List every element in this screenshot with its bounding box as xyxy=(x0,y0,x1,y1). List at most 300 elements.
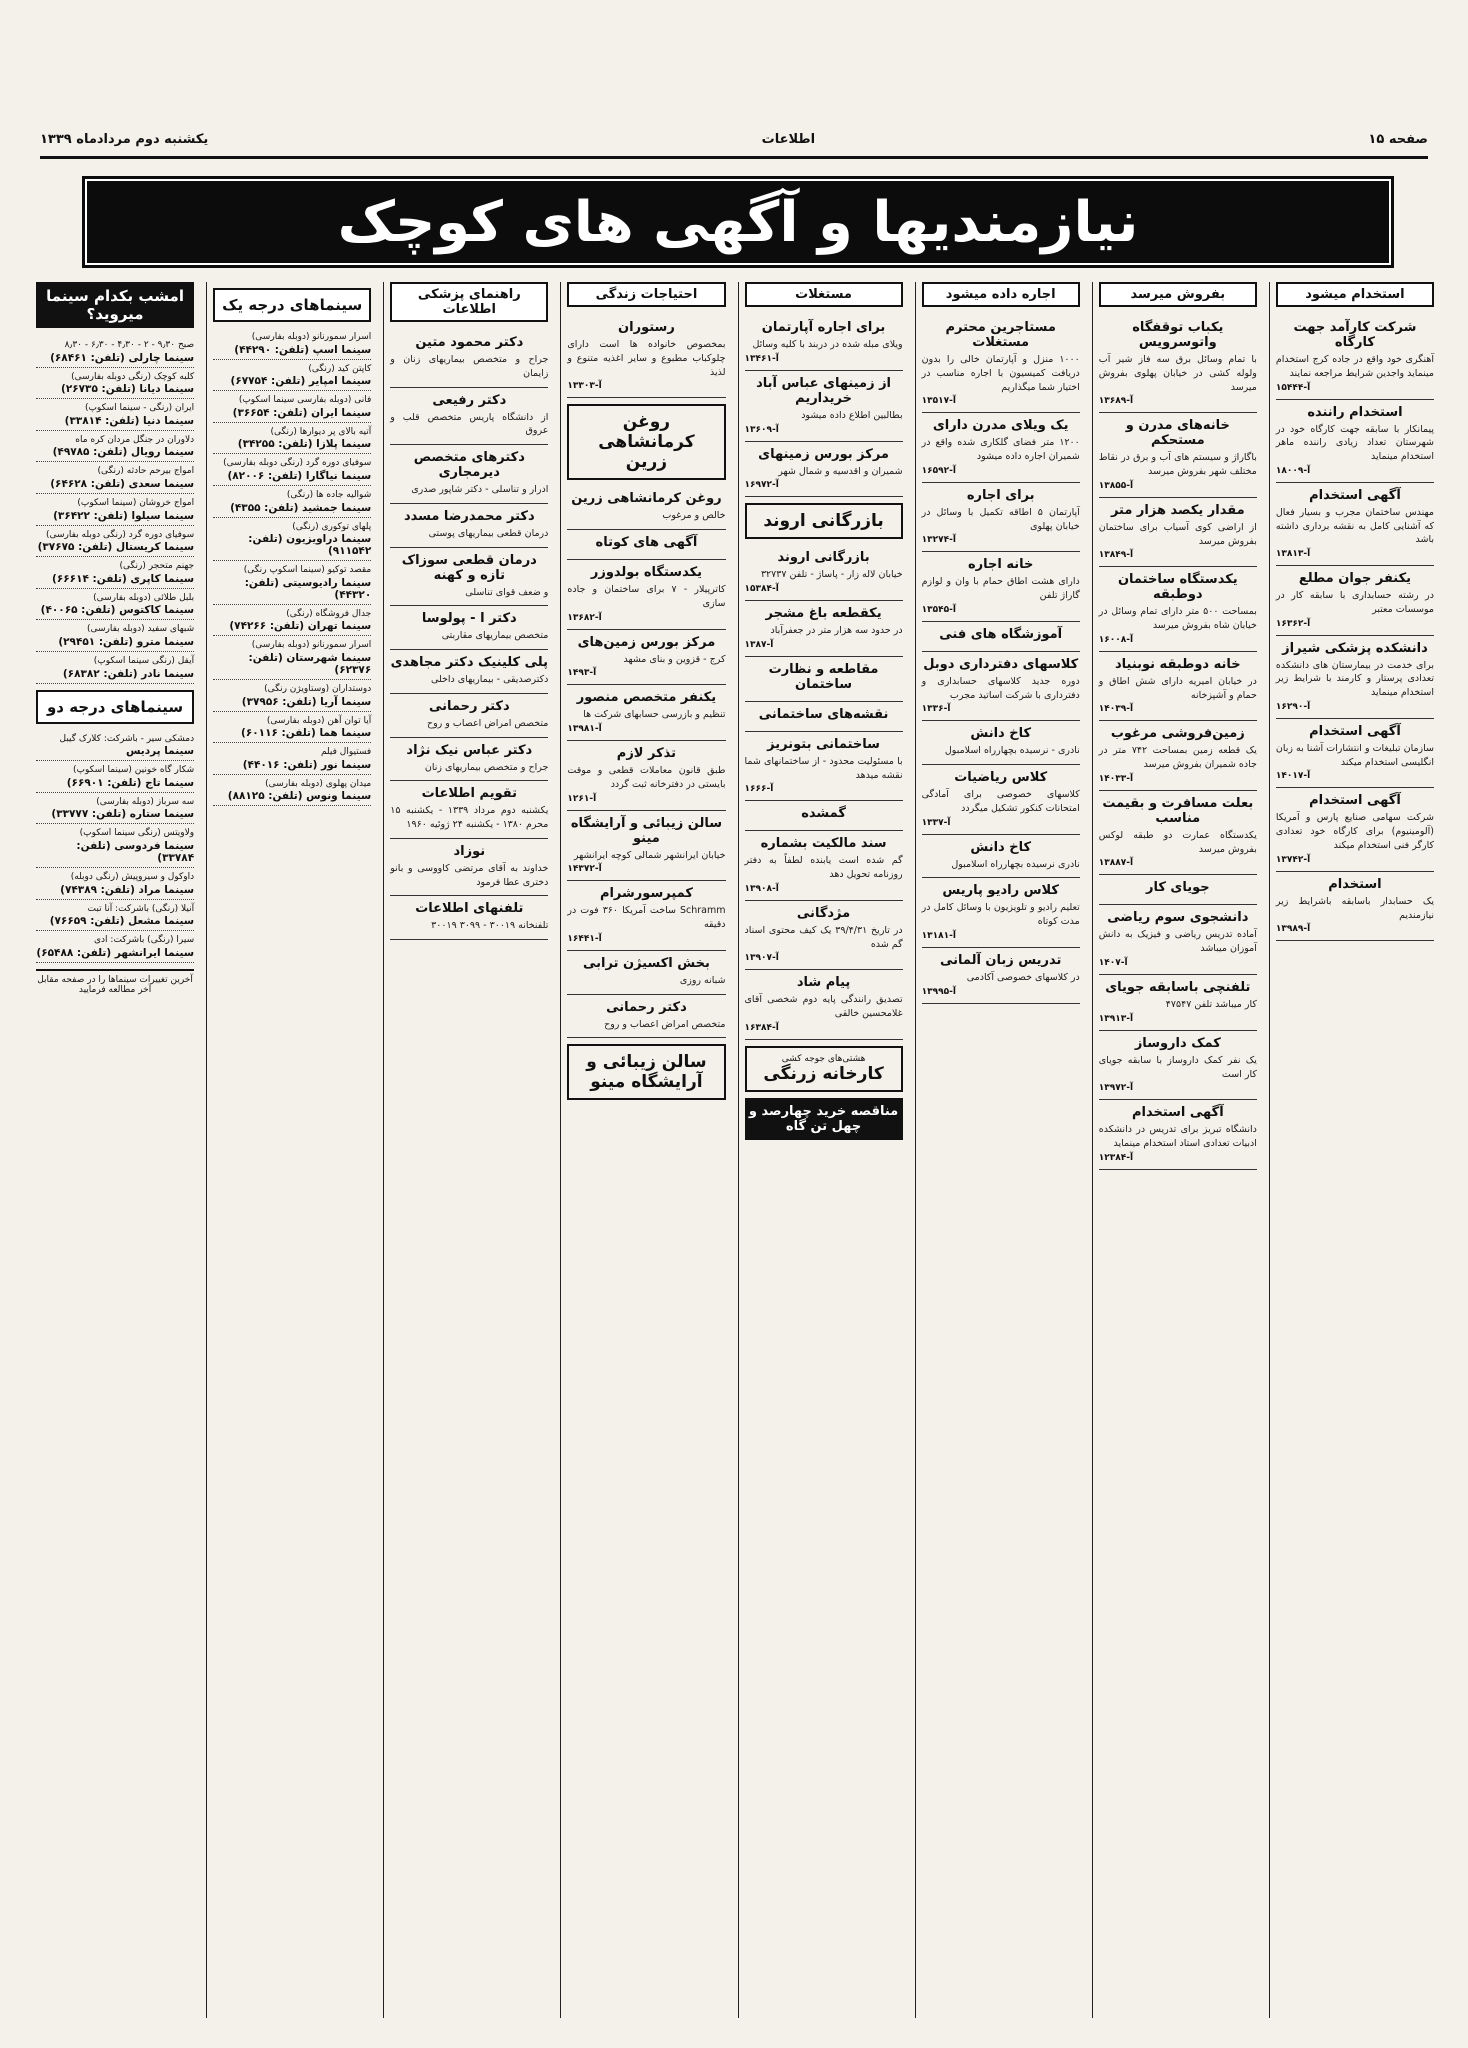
ad-code: آ-۱۳۵۱۷ xyxy=(921,396,956,407)
ad-body: یک نفر کمک داروساز با سابقه جویای کار است xyxy=(1098,1054,1257,1080)
cinema-info: دوستداران (وستاویژن رنگی) xyxy=(264,683,372,694)
cinema-entry xyxy=(36,462,194,494)
ad-body: جراح و متخصص بیماریهای زنان و زایمان xyxy=(390,354,549,379)
ad-code: آ-۱۶۳۶۲ xyxy=(1275,618,1311,629)
cinema-info: فانی (دوبله بفارسی سینما اسکوپ) xyxy=(238,395,372,406)
cinema-name: سینما کریستال (تلفن: ۳۷۶۷۵) xyxy=(37,541,195,554)
classified-column xyxy=(1092,282,1263,2018)
ad-title: نوزاد xyxy=(453,843,486,859)
cinema-name: سینما ایران (تلفن: ۳۶۶۵۴) xyxy=(232,406,372,419)
ad-body: درمان قطعی بیماریهای پوستی xyxy=(428,527,549,539)
ad-title: کمپرسورشرام xyxy=(599,886,693,902)
cinema-info: بلبل طلائی (دوبله بفارسی) xyxy=(93,592,195,603)
ad-title: مقدار یکصد هزار متر xyxy=(1110,502,1245,518)
ad-title: ساختمانی بتونریز xyxy=(767,736,880,752)
classified-ad xyxy=(390,896,548,940)
ad-code: آ-۱۴۹۳ xyxy=(567,668,597,679)
ad-title: دکتر ا - پولوسا xyxy=(421,611,517,627)
ad-code: آ-۱۲۶۱ xyxy=(567,793,597,804)
cinema-name: سینما آریا (تلفن: ۳۷۹۵۶) xyxy=(241,695,372,708)
ad-title: کمک داروساز xyxy=(1134,1035,1221,1051)
ad-title: آگهی استخدام xyxy=(1131,1105,1224,1121)
ad-code: آ-۱۴۰۱۷ xyxy=(1275,771,1311,782)
ad-title: آگهی استخدام xyxy=(1309,793,1401,809)
classified-ad xyxy=(745,315,903,371)
classified-ad xyxy=(745,601,903,657)
classified-ad xyxy=(567,995,725,1039)
cinema-name: سینما تاج (تلفن: ۶۶۹۰۱) xyxy=(66,776,195,789)
ad-body: خالص و مرغوب xyxy=(662,510,726,522)
classified-ad xyxy=(390,445,548,504)
ad-title: از زمینهای عباس آباد خریداریم xyxy=(756,375,892,406)
cinema-name: سینما فردوسی (تلفن: ۳۳۷۸۴) xyxy=(76,839,195,864)
ad-body: ویلای مبله شده در دربند با کلیه وسائل xyxy=(752,339,903,350)
classified-ad xyxy=(1276,315,1434,400)
ad-body: بمساحت ۵۰۰ متر دارای تمام وسائل در خیابان شاه بفروش میرسد xyxy=(1098,606,1257,632)
ad-title: بخش اکسیژن ترابی xyxy=(583,955,710,971)
ad-title: بعلت مسافرت و بقیمت مناسب xyxy=(1102,795,1254,826)
cinema-name: سینما دنیا (تلفن: ۳۳۸۱۴) xyxy=(64,414,195,427)
ad-body: یک حسابدار باسابقه باشرایط زیر نیازمندیم xyxy=(1275,895,1434,921)
cinema-entry xyxy=(36,931,194,963)
ad-body: آهنگری خود واقع در جاده کرج استخدام مینماید واجدین شرایط مراجعه نمایند xyxy=(1275,354,1434,379)
ad-body: ادرار و تناسلی - دکتر شاپور صدری xyxy=(411,484,549,496)
ad-title: تلفنهای اطلاعات xyxy=(415,901,524,917)
ad-body: پیمانکار با سابقه جهت کارگاه خود در شهرستان تعداد زیادی راننده ماهر استخدام مینماید xyxy=(1275,423,1434,463)
ad-body: متخصص امراض اعصاب و روح xyxy=(604,1018,726,1030)
ad-body: با تمام وسائل برق سه فاز شیر آب ولوله کشی در خیابان پهلوی بفروش میرسد xyxy=(1098,354,1257,393)
page-number: صفحه ۱۵ xyxy=(1368,131,1428,147)
cinema-info: آیفل (رنگی سینما اسکوپ) xyxy=(93,655,195,666)
ad-code: آ-۱۳۹۷۲ xyxy=(1098,1083,1134,1094)
cinema-info: سوفیای دوره گرد (رنگی دوبله بفارسی) xyxy=(223,458,372,469)
ad-body: یکدستگاه عمارت دو طبقه لوکس بفروش میرسد xyxy=(1098,829,1257,855)
classified-ad xyxy=(1099,567,1257,652)
cinema-entry xyxy=(213,743,371,775)
ad-title: آگهی استخدام xyxy=(1309,487,1401,503)
cinema-entry xyxy=(36,761,194,793)
cinema-entry xyxy=(36,620,194,652)
classified-column xyxy=(383,282,554,2018)
ad-body: کرج - قزوین و بنای مشهد xyxy=(623,653,726,665)
cinema-name: سینما جمشید (تلفن: ۴۳۵۵) xyxy=(230,501,372,514)
cinema-info: کاپتن کید (رنگی) xyxy=(308,363,372,374)
cinema-name: سینما ستاره (تلفن: ۳۳۷۷۷) xyxy=(51,808,195,821)
ad-code: آ-۱۴۰۷ xyxy=(1098,958,1128,969)
cinema-info: شبهای سفید (دوبله بفارسی) xyxy=(86,624,195,635)
cinema-name: سینما کاکتوس (تلفن: ۴۰۰۶۵) xyxy=(40,604,195,617)
ad-code: آ-۱۶۶۶ xyxy=(744,784,774,795)
cinema-info: پلهای توکوری (رنگی) xyxy=(292,521,372,532)
cinema-info: دمشکی سیر - باشرکت: کلارک گیبل xyxy=(59,733,195,744)
classified-ad xyxy=(390,606,548,650)
ad-title: جویای کار xyxy=(1145,880,1210,896)
cinema-entry xyxy=(213,391,371,423)
cinema-entry xyxy=(36,557,194,589)
ad-title: کاخ دانش xyxy=(970,839,1032,855)
incubator-title: کارخانه زرنگی xyxy=(763,1063,884,1084)
classified-ad xyxy=(1276,483,1434,566)
cinema-heading: امشب بکدام سینما میروید؟ xyxy=(36,282,194,328)
cinema-name: سینما مترو (تلفن: ۲۹۴۵۱) xyxy=(58,635,195,648)
column-heading: بفروش میرسد xyxy=(1099,282,1257,307)
ad-body: شمیران و اقدسیه و شمال شهر xyxy=(778,465,903,477)
ad-code: آ-۱۳۶۸۹ xyxy=(1098,396,1134,407)
cinema-name: سینما ونوس (تلفن: ۸۸۱۲۵) xyxy=(227,790,372,803)
cinema-name: سینما چارلی (تلفن: ۶۸۴۶۱) xyxy=(50,351,195,364)
cinema-info: اسرار سمورنانو (دوبله بفارسی) xyxy=(251,332,372,342)
cinema-name: سینما مراد (تلفن: ۷۴۳۸۹) xyxy=(60,883,195,896)
cinema-name: سینما پردیس xyxy=(125,745,195,758)
classified-ad xyxy=(745,657,903,702)
ad-code: آ-۱۴۰۳۹ xyxy=(1098,704,1134,715)
cinema-info: سیرا (رنگی) باشرکت: ادی xyxy=(94,935,195,946)
ad-body: تنظیم و بازرسی حسابهای شرکت ها xyxy=(583,709,726,721)
cinema-info: کلبه کوچک (رنگی دوبله بفارسی) xyxy=(71,371,195,382)
classified-ad xyxy=(745,442,903,498)
cinema-name: سینما سیلوا (تلفن: ۳۶۴۲۲) xyxy=(53,509,195,522)
ad-body: در حدود سه هزار متر در جعفرآباد xyxy=(770,625,903,637)
ad-title: یک ویلای مدرن دارای xyxy=(932,418,1069,434)
cinema-info: آیا توان آهن (دوبله بفارسی) xyxy=(266,715,372,726)
classified-ad xyxy=(390,781,548,839)
cinema-name: سینما نیاگارا (تلفن: ۸۲۰۰۶) xyxy=(227,469,372,482)
ad-title: آگهی استخدام xyxy=(1309,723,1401,739)
classified-ad xyxy=(922,835,1080,879)
classified-ad xyxy=(1276,636,1434,719)
ad-code: آ-۱۶۰۰۸ xyxy=(1098,634,1134,645)
cinema-name: سینما هما (تلفن: ۶۰۱۱۶) xyxy=(241,727,372,740)
classified-ad xyxy=(567,560,725,630)
cinema-name: سینما نادر (تلفن: ۶۸۳۸۲) xyxy=(62,667,195,680)
incubator-sub: هشتی‌های جوجه کشی xyxy=(781,1053,866,1064)
cinema-name: سینما نور (تلفن: ۴۴۰۱۶) xyxy=(242,758,372,771)
cinema-info: داوکول و سیروپیش (رنگی دوبله) xyxy=(70,871,195,882)
ad-title: دکتر محمود متین xyxy=(415,335,524,350)
cinema-entry xyxy=(36,431,194,463)
classified-ad xyxy=(922,552,1080,622)
ad-code: آ-۱۴۰۳۳ xyxy=(1098,773,1134,784)
cinema-name: سینما امپایر (تلفن: ۶۷۷۵۴) xyxy=(230,375,372,388)
cinema-entry xyxy=(36,399,194,431)
ad-code: آ-۱۳۹۹۵ xyxy=(921,986,956,997)
cinema-column-second xyxy=(206,282,377,2018)
ad-title: روغن کرمانشاهی زرین xyxy=(571,491,722,507)
ad-title: رستوران xyxy=(618,320,675,335)
cinema-entry xyxy=(213,636,371,680)
cinema-name: سینما تهران (تلفن: ۷۴۲۶۶) xyxy=(229,620,372,633)
cinema-column xyxy=(30,282,200,2018)
ad-body: از دانشگاه پاریس متخصص قلب و عروق xyxy=(390,411,549,437)
ad-title: خانه دوطبقه نوبنیاد xyxy=(1114,656,1241,672)
ad-title: تدریس زبان آلمانی xyxy=(939,953,1062,969)
cinema-entry xyxy=(213,605,371,637)
classified-ad xyxy=(922,622,1080,652)
page-top-line xyxy=(40,128,1428,150)
masthead xyxy=(82,176,1394,268)
ad-body: تصدیق رانندگی پایه دوم شخصی آقای غلامحسین خالقی xyxy=(744,994,903,1020)
cinema-entry xyxy=(36,526,194,558)
ad-body: مهندس ساختمان مجرب و بسیار فعال که آشنایی کامل به نقشه برداری داشته باشد xyxy=(1275,506,1434,546)
ad-code: آ-۱۶۳۸۴ xyxy=(744,1022,779,1033)
cinema-info: فستیوال فیلم xyxy=(320,747,372,758)
classified-ad xyxy=(390,738,548,782)
ad-title: دکتر رحمانی xyxy=(428,698,510,714)
ad-code: آ-۱۳۴۶۱ xyxy=(744,353,779,364)
classified-ad xyxy=(1276,788,1434,871)
ad-body: بطالبین اطلاع داده میشود xyxy=(801,409,903,421)
ad-title: کلاس ریاضیات xyxy=(954,770,1048,786)
ad-title: پیام شاد xyxy=(796,975,851,991)
classified-ad xyxy=(1099,791,1257,876)
ad-title: درمان قطعی سوزاک تازه و کهنه xyxy=(401,552,537,583)
ad-title: بازرگانی اروند xyxy=(777,550,870,566)
arvand-text: بازرگانی اروند xyxy=(763,511,884,532)
cinema-entry xyxy=(36,368,194,400)
cinema-info: آنیلا (رنگی) باشرکت: آنا تبت xyxy=(87,903,195,914)
cinema-info: آتیه بالای پر دیوارها (رنگی) xyxy=(270,426,372,437)
classified-ad xyxy=(745,702,903,732)
ad-title: دانشجوی سوم ریاضی xyxy=(1107,910,1249,926)
ad-body: شرکت سهامی صنایع پارس و آمریکا (آلومینیوم) برای کارگاه خود تعدادی کارگر فنی استخدام میکند xyxy=(1275,812,1434,852)
classified-ad xyxy=(745,970,903,1040)
ad-code: آ-۱۳۱۸۱ xyxy=(921,931,956,942)
ad-body: در تاریخ ۳۹/۴/۳۱ یک کیف محتوی اسناد گم شده xyxy=(744,924,903,950)
classified-ad xyxy=(1099,975,1257,1031)
classified-ad xyxy=(567,530,725,560)
ad-code: آ-۱۵۳۸۴ xyxy=(744,584,779,595)
ad-title: تذکر لازم xyxy=(616,746,677,762)
classified-ad xyxy=(567,486,725,530)
classified-ad xyxy=(922,483,1080,553)
ad-title: یکنفر جوان مطلع xyxy=(1298,571,1412,587)
cinema-info: ولاویتس (رنگی سینما اسکوپ) xyxy=(79,828,195,839)
classified-ad xyxy=(567,951,725,995)
oil-ad-text: روغن کرمانشاهی زرین xyxy=(598,412,695,473)
cinema-info: صبح ۹٫۳۰ - ۲ - ۴٫۳۰ - ۶٫۳۰ - ۸٫۳۰ xyxy=(64,340,195,350)
cinema-name: سینما پلازا (تلفن: ۳۴۲۵۵) xyxy=(237,438,372,451)
ad-title: استخدام راننده xyxy=(1307,404,1403,420)
cinema-footer-note: آخرین تغییرات سینماها را در صفحه مقابل آخر مطالعه فرمایید xyxy=(36,969,194,995)
ad-title: آگهی های کوتاه xyxy=(595,535,698,551)
ad-title: مژدگانی xyxy=(796,905,851,921)
cinema-info: جهنم متحجر (رنگی) xyxy=(119,561,195,572)
cinema-entry xyxy=(36,652,194,684)
cinema-name: سینما ایرانشهر (تلفن: ۶۵۴۸۸) xyxy=(36,946,195,959)
ad-body: بمخصوص خانواده ها است دارای چلوکباب مطبوع و سایر اغذیه متنوع و لذیذ xyxy=(567,339,726,378)
ad-body: ۱۰۰۰ منزل و آپارتمان خالی را بدون دریافت کمیسیون با اجاره مناسب در اختیار شما میگذاریم xyxy=(921,354,1080,393)
ad-title: دکتر رحمانی xyxy=(606,999,687,1015)
ad-title: یکدستگاه ساختمان دوطبقه xyxy=(1117,572,1238,603)
classified-ad xyxy=(1276,872,1434,942)
ad-title: مستاجرین محترم مستغلات xyxy=(945,320,1056,350)
ad-body: در خیابان امیریه دارای شش اطاق و حمام و آشپزخانه xyxy=(1098,675,1257,701)
ad-body: سازمان تبلیغات و انتشارات آشنا به زبان انگلیسی استخدام میکند xyxy=(1275,742,1434,768)
cinema-info: جدال فروشگاه (رنگی) xyxy=(286,608,372,619)
cinema-info: ایران (رنگی - سینما اسکوپ) xyxy=(84,403,195,414)
ad-title: برای اجاره xyxy=(966,487,1035,503)
ad-title: خانه‌های مدرن و مستحکم xyxy=(1125,418,1230,449)
column-heading: اجاره داده میشود xyxy=(922,282,1080,307)
arvand-ad-box xyxy=(745,503,903,539)
classified-ad xyxy=(567,881,725,951)
cinema-entry xyxy=(36,494,194,526)
ad-title: شرکت کارآمد جهت کارگاه xyxy=(1293,320,1417,350)
classified-ad xyxy=(1099,875,1257,905)
ad-body: آپارتمان ۵ اطاقه تکمیل با وسائل در خیابان پهلوی xyxy=(921,506,1080,532)
ad-title: مقاطعه و نظارت ساختمان xyxy=(768,661,879,692)
incubator-ad-box xyxy=(745,1046,903,1092)
cinema-info: اسرار سمورنانو (دوبله بفارسی) xyxy=(251,640,372,651)
ad-code: آ-۱۳۸۷ xyxy=(744,639,774,650)
cinema-entry xyxy=(213,486,371,518)
beauty-salon-ad-box xyxy=(567,1044,725,1100)
ad-title: یکنفر متخصص منصور xyxy=(576,690,717,706)
classified-ad xyxy=(1099,1100,1257,1170)
beauty-salon-text: سالن زیبائی و آرایشگاه مینو xyxy=(586,1052,707,1093)
masthead-title: نیازمندیها و آگهی های کوچک xyxy=(337,189,1139,255)
ad-body: متخصص امراض اعصاب و روح xyxy=(426,717,549,729)
ad-code: آ-۱۳۸۸۷ xyxy=(1098,858,1134,869)
classified-ad xyxy=(922,413,1080,483)
cinema-entry xyxy=(213,712,371,744)
classified-ad xyxy=(745,371,903,442)
classified-ad xyxy=(1099,721,1257,791)
classified-ad xyxy=(390,330,548,388)
classified-ad xyxy=(1099,498,1257,568)
ad-code: آ-۱۵۴۴۴ xyxy=(1275,382,1311,393)
ad-body: از اراضی کوی آسیاب برای ساختمان بفروش میرسد xyxy=(1098,521,1257,547)
column-heading: راهنمای پزشکی اطلاعات xyxy=(390,282,548,322)
ad-code: آ-۱۳۸۱۳ xyxy=(1275,549,1311,560)
ad-code: آ-۱۶۹۷۲ xyxy=(744,480,779,491)
cinema-info: میدان پهلوی (دوبله بفارسی) xyxy=(265,778,372,789)
ad-body: خیابان لاله زار - پاساژ - تلفن ۳۲۷۳۷ xyxy=(760,569,903,581)
ad-title: سند مالکیت بشماره xyxy=(760,836,887,852)
classified-ad xyxy=(567,811,725,882)
ad-body: گم شده است یابنده لطفاً به دفتر روزنامه تحویل دهد xyxy=(744,855,903,881)
cinema-info: امواج خروشان (سینما اسکوپ) xyxy=(77,497,195,508)
classified-ad xyxy=(1099,652,1257,722)
ad-columns xyxy=(30,282,1440,2018)
cinema-name: سینما شهرستان (تلفن: ۶۲۳۷۶) xyxy=(248,651,372,676)
cinema-info: امواج بیرحم حادثه (رنگی) xyxy=(97,466,195,477)
cinema-name: سینما سعدی (تلفن: ۶۴۶۲۸) xyxy=(50,477,195,490)
classified-ad xyxy=(745,732,903,802)
ad-code: آ-۱۳۳۷ xyxy=(921,817,951,828)
ad-body: نادری - نرسیده بچهارراه اسلامبول xyxy=(944,745,1080,757)
ad-title: دانشکده پزشکی شیراز xyxy=(1282,640,1428,656)
ad-body: تعلیم رادیو و تلویزیون با وسائل کامل در مدت کوتاه xyxy=(921,902,1080,928)
ad-code: آ-۱۳۶۰۹ xyxy=(744,424,779,435)
cinema-info: سوفیای دوره گرد (رنگی دوبله بفارسی) xyxy=(45,529,195,540)
cinema-info: مقصد توکیو (سینما اسکوپ رنگی) xyxy=(243,565,372,576)
ad-title: یکباب توقفگاه واتوسرویس xyxy=(1132,320,1224,350)
ad-title: دکتر عباس نیک نژاد xyxy=(406,742,533,758)
ad-body: خداوند به آقای مرتضی کاووسی و بانو دختری عطا فرمود xyxy=(390,862,549,888)
classified-ad xyxy=(1099,905,1257,975)
column-heading: احتیاجات زندگی xyxy=(567,282,725,307)
ad-body: نادری نرسیده بچهارراه اسلامبول xyxy=(951,858,1080,870)
ad-title: یکقطعه باغ مشجر xyxy=(765,606,882,622)
ad-code: آ-۱۶۴۴۱ xyxy=(567,933,602,944)
cinema-section-two: سینماهای درجه دو xyxy=(36,690,194,724)
cinema-entry xyxy=(213,561,371,605)
cinema-info: شوالیه جاده ها (رنگی) xyxy=(286,489,372,500)
ad-title: مرکز بورس زمین‌های xyxy=(577,634,716,650)
classified-ad xyxy=(390,388,548,446)
ad-body: آماده تدریس ریاضی و فیزیک به دانش آموزان میباشد xyxy=(1098,929,1257,955)
ad-code: آ-۱۳۳۰۳ xyxy=(567,381,602,392)
cinema-entry xyxy=(213,423,371,455)
ad-body: یک قطعه زمین بمساحت ۷۴۲ متر در جاده شمیران بفروش میرسد xyxy=(1098,745,1257,771)
ad-body: برای خدمت در بیمارستان های دانشکده تعدادی پرستار و کارمند با شرایط زیر استخدام مینماید xyxy=(1275,659,1434,699)
classified-ad xyxy=(745,901,903,971)
ad-code: آ-۱۳۹۰۷ xyxy=(744,953,779,964)
cinema-info: دلاوران در جنگل مردان کره ماه xyxy=(75,434,195,445)
classified-ad xyxy=(1276,566,1434,636)
ad-code: آ-۱۶۲۹۰ xyxy=(1275,701,1311,712)
ad-code: آ-۱۳۸۵۵ xyxy=(1098,480,1134,491)
ad-body: متخصص بیماریهای مقاربتی xyxy=(441,630,549,642)
classified-ad xyxy=(745,831,903,901)
ad-title: زمین‌فروشی مرغوب xyxy=(1110,726,1245,742)
cinema-name: سینما اسپ (تلفن: ۴۴۲۹۰) xyxy=(234,343,372,356)
ad-body: کار میباشد تلفن ۴۷۵۴۷ xyxy=(1165,999,1257,1011)
classified-ad xyxy=(567,315,725,398)
classified-ad xyxy=(922,765,1080,835)
classified-ad xyxy=(745,801,903,831)
classified-column xyxy=(560,282,731,2018)
ad-code: آ-۱۶۵۹۲ xyxy=(921,465,956,476)
classified-ad xyxy=(390,839,548,897)
classified-ad xyxy=(1099,413,1257,498)
classified-ad xyxy=(922,878,1080,948)
ad-code: آ-۱۳۹۰۸ xyxy=(744,883,779,894)
cinema-entry xyxy=(36,868,194,900)
classified-ad xyxy=(922,315,1080,413)
ad-body: طبق قانون معاملات قطعی و موقت بایستی در دفترخانه ثبت گردد xyxy=(567,765,726,790)
ad-title: تلفنچی باسابقه جویای xyxy=(1105,980,1251,996)
cinema-name: سینما دراویزیون (تلفن: ۹۱۱۵۴۲) xyxy=(248,533,372,558)
classified-ad xyxy=(922,721,1080,765)
cinema-entry xyxy=(213,328,371,360)
cinema-entry xyxy=(36,730,194,762)
ad-code: آ-۱۳۹۸۱ xyxy=(567,724,602,735)
ad-title: کاخ دانش xyxy=(970,726,1032,742)
ad-body: ۱۲۰۰ متر فضای گلکاری شده واقع در شمیران اجاره داده میشود xyxy=(921,437,1080,463)
ad-title: کلاس رادیو پاریس xyxy=(942,883,1059,899)
ad-body: دارای هشت اطاق حمام با وان و لوازم گاراژ تلفن xyxy=(921,576,1080,602)
ad-code: آ-۱۴۳۷۲ xyxy=(567,864,602,875)
classified-ad xyxy=(1276,719,1434,789)
column-heading: استخدام میشود xyxy=(1276,282,1434,307)
cinema-name: سینما مشعل (تلفن: ۷۶۶۵۹) xyxy=(49,915,195,928)
issue-date: یکشنبه دوم مردادماه ۱۳۳۹ xyxy=(40,131,209,147)
cinema-entry xyxy=(36,824,194,868)
ad-title: کلاسهای دفترداری دوبل xyxy=(923,656,1079,672)
cinema-name: سینما کاپری (تلفن: ۶۶۶۱۴) xyxy=(52,572,195,585)
classified-ad xyxy=(567,685,725,741)
ad-title: یکدستگاه بولدوزر xyxy=(590,565,703,581)
classified-ad xyxy=(922,948,1080,1004)
ad-title: گمشده xyxy=(801,806,846,822)
classified-ad xyxy=(922,652,1080,722)
cinema-entry xyxy=(213,454,371,486)
ad-title: دکترهای متخصص دیرمجاری xyxy=(413,450,525,481)
cinema-entry xyxy=(36,900,194,932)
ad-code: آ-۱۳۳۶ xyxy=(921,704,951,715)
